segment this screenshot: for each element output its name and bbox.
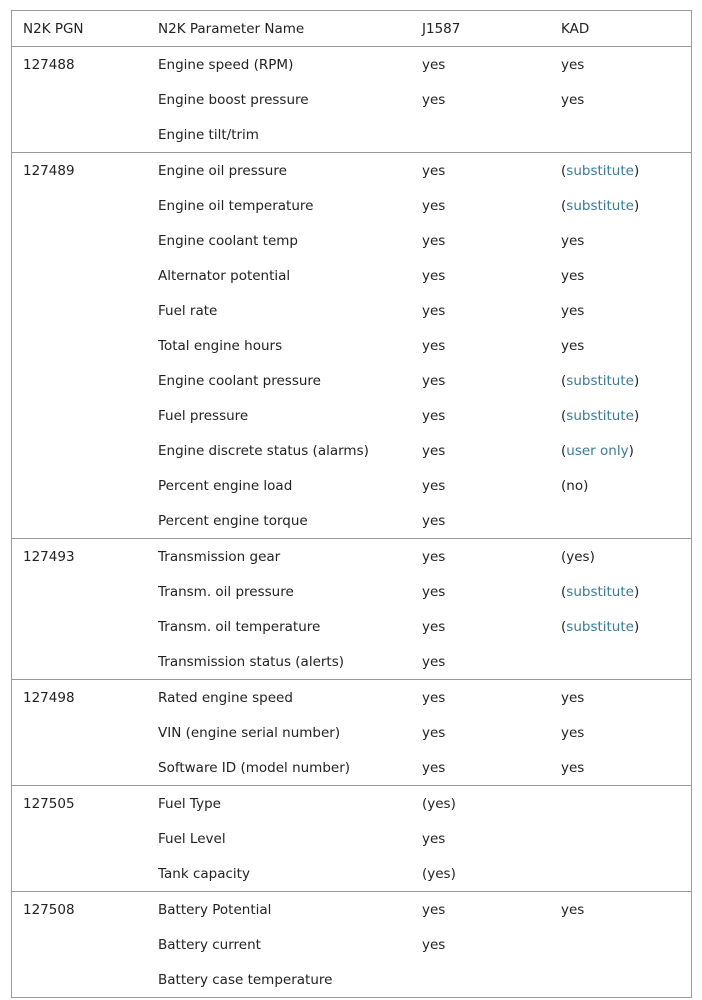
kad-paren-open: (	[561, 198, 567, 214]
kad-paren-open: (	[561, 619, 567, 635]
table-row	[12, 856, 691, 891]
parameter-name-cell: Engine coolant temp	[158, 233, 298, 249]
j1587-cell: yes	[422, 937, 446, 953]
j1587-cell: yes	[422, 92, 446, 108]
j1587-cell: yes	[422, 619, 446, 635]
pgn-group	[12, 892, 691, 997]
parameter-name-cell: Total engine hours	[158, 338, 283, 354]
table-row	[12, 82, 691, 117]
j1587-cell: yes	[422, 831, 446, 847]
parameter-name-cell: Alternator potential	[158, 268, 291, 284]
header-kad: KAD	[561, 21, 590, 37]
parameter-name-cell: Tank capacity	[158, 866, 250, 882]
parameter-name-cell: Engine oil pressure	[158, 163, 287, 179]
pgn-cell: 127505	[23, 796, 75, 812]
parameter-name-cell: Transm. oil pressure	[158, 584, 294, 600]
table-row	[12, 609, 691, 644]
kad-cell: (no)	[561, 478, 589, 494]
table-row	[12, 539, 691, 574]
j1587-cell: yes	[422, 163, 446, 179]
header-pgn: N2K PGN	[23, 21, 84, 37]
j1587-cell: yes	[422, 233, 446, 249]
pgn-group	[12, 153, 691, 539]
kad-link[interactable]: substitute	[566, 584, 634, 600]
table-row	[12, 188, 691, 223]
kad-cell	[561, 618, 639, 636]
parameter-name-cell: Transm. oil temperature	[158, 619, 321, 635]
kad-link[interactable]: substitute	[566, 163, 634, 179]
table-row	[12, 680, 691, 715]
kad-cell: yes	[561, 268, 585, 284]
kad-paren-close: )	[633, 619, 640, 635]
j1587-cell: yes	[422, 725, 446, 741]
header-j1587: J1587	[422, 21, 461, 37]
j1587-cell: yes	[422, 268, 446, 284]
kad-paren-close: )	[633, 198, 640, 214]
parameter-name-cell: Fuel Type	[158, 796, 221, 812]
j1587-cell: yes	[422, 198, 446, 214]
kad-link[interactable]: substitute	[566, 373, 634, 389]
pgn-cell: 127488	[23, 57, 75, 73]
kad-cell: yes	[561, 303, 585, 319]
table-row	[12, 398, 691, 433]
table-row	[12, 363, 691, 398]
j1587-cell: yes	[422, 443, 446, 459]
kad-cell: yes	[561, 902, 585, 918]
pgn-parameter-table	[11, 10, 692, 998]
kad-paren-close: )	[628, 443, 634, 459]
table-row	[12, 328, 691, 363]
table-row	[12, 892, 691, 927]
table-row	[12, 153, 691, 188]
j1587-cell: yes	[422, 902, 446, 918]
parameter-name-cell: Rated engine speed	[158, 690, 293, 706]
parameter-name-cell: Software ID (model number)	[158, 760, 351, 776]
parameter-name-cell: Transmission gear	[158, 549, 281, 565]
parameter-name-cell: Battery Potential	[158, 902, 272, 918]
table-row	[12, 715, 691, 750]
pgn-group	[12, 786, 691, 892]
table-row	[12, 962, 691, 997]
pgn-cell: 127493	[23, 549, 75, 565]
j1587-cell: yes	[422, 57, 446, 73]
table-row	[12, 468, 691, 503]
j1587-cell: yes	[422, 549, 446, 565]
parameter-name-cell: Transmission status (alerts)	[158, 654, 345, 670]
kad-paren-close: )	[633, 408, 640, 424]
pgn-cell: 127498	[23, 690, 75, 706]
parameter-name-cell: Fuel pressure	[158, 408, 249, 424]
table-row	[12, 821, 691, 856]
kad-cell: (yes)	[561, 549, 595, 565]
parameter-name-cell: Fuel rate	[158, 303, 218, 319]
j1587-cell: (yes)	[422, 866, 456, 882]
kad-link[interactable]: user only	[566, 443, 629, 459]
parameter-name-cell: Engine coolant pressure	[158, 373, 321, 389]
table-body	[12, 47, 691, 997]
parameter-name-cell: Engine oil temperature	[158, 198, 314, 214]
table-row	[12, 786, 691, 821]
kad-cell	[561, 442, 634, 460]
table-row	[12, 258, 691, 293]
pgn-group	[12, 539, 691, 680]
table-header-row	[12, 11, 691, 47]
parameter-name-cell: Fuel Level	[158, 831, 226, 847]
kad-link[interactable]: substitute	[566, 408, 634, 424]
parameter-name-cell: Engine boost pressure	[158, 92, 309, 108]
table-row	[12, 574, 691, 609]
table-row	[12, 433, 691, 468]
j1587-cell: yes	[422, 373, 446, 389]
kad-cell: yes	[561, 760, 585, 776]
kad-cell: yes	[561, 725, 585, 741]
parameter-name-cell: Engine discrete status (alarms)	[158, 443, 369, 459]
kad-paren-open: (	[561, 584, 567, 600]
j1587-cell: yes	[422, 654, 446, 670]
pgn-group	[12, 47, 691, 153]
kad-paren-close: )	[633, 163, 640, 179]
parameter-name-cell: Engine tilt/trim	[158, 127, 259, 143]
pgn-group	[12, 680, 691, 786]
kad-cell	[561, 407, 639, 425]
kad-cell	[561, 162, 639, 180]
kad-cell: yes	[561, 233, 585, 249]
parameter-name-cell: VIN (engine serial number)	[158, 725, 341, 741]
table-row	[12, 644, 691, 679]
table-row	[12, 47, 691, 82]
kad-link[interactable]: substitute	[566, 619, 634, 635]
table-row	[12, 223, 691, 258]
table-row	[12, 117, 691, 152]
kad-paren-open: (	[561, 163, 567, 179]
kad-cell	[561, 583, 639, 601]
kad-link[interactable]: substitute	[566, 198, 634, 214]
j1587-cell: yes	[422, 584, 446, 600]
kad-cell: yes	[561, 57, 585, 73]
j1587-cell: yes	[422, 338, 446, 354]
j1587-cell: yes	[422, 690, 446, 706]
kad-cell	[561, 197, 639, 215]
parameter-name-cell: Percent engine torque	[158, 513, 308, 529]
kad-paren-close: )	[633, 584, 640, 600]
kad-cell: yes	[561, 690, 585, 706]
parameter-name-cell: Engine speed (RPM)	[158, 57, 294, 73]
kad-paren-open: (	[561, 408, 567, 424]
kad-paren-close: )	[633, 373, 640, 389]
parameter-name-cell: Battery current	[158, 937, 261, 953]
j1587-cell: yes	[422, 513, 446, 529]
j1587-cell: yes	[422, 760, 446, 776]
parameter-name-cell: Percent engine load	[158, 478, 293, 494]
header-parameter-name: N2K Parameter Name	[158, 21, 305, 37]
j1587-cell: yes	[422, 478, 446, 494]
table-row	[12, 293, 691, 328]
table-row	[12, 750, 691, 785]
pgn-cell: 127489	[23, 163, 75, 179]
pgn-cell: 127508	[23, 902, 75, 918]
j1587-cell: (yes)	[422, 796, 456, 812]
kad-paren-open: (	[561, 373, 567, 389]
parameter-name-cell: Battery case temperature	[158, 972, 333, 988]
j1587-cell: yes	[422, 408, 446, 424]
table-row	[12, 927, 691, 962]
table-row	[12, 503, 691, 538]
j1587-cell: yes	[422, 303, 446, 319]
kad-cell	[561, 372, 639, 390]
kad-cell: yes	[561, 338, 585, 354]
kad-paren-open: (	[561, 443, 567, 459]
kad-cell: yes	[561, 92, 585, 108]
